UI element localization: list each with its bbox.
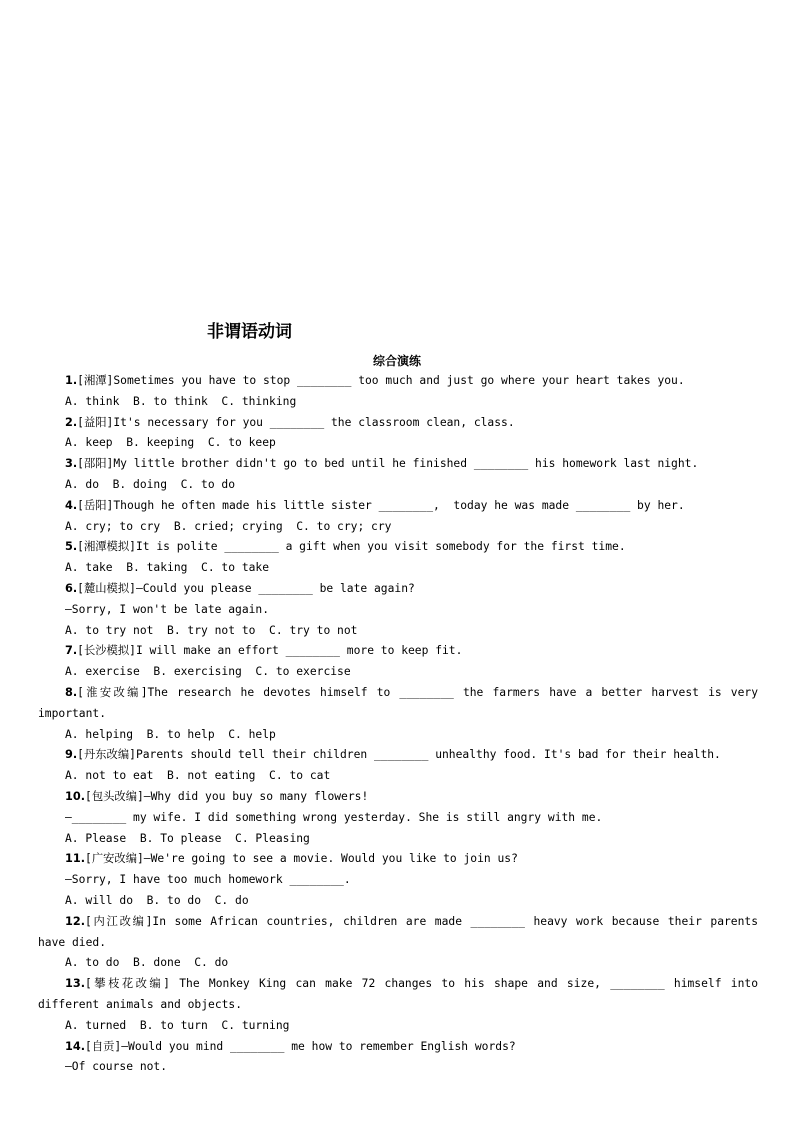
question-stem: [内江改编]In some African countries, children are made ________ heavy work because their parents have died. xyxy=(38,914,758,949)
question-number: 10. xyxy=(65,789,86,803)
question-9 xyxy=(38,745,758,766)
question-5 xyxy=(38,537,758,558)
question-12-options: A. to do B. done C. do xyxy=(65,956,229,970)
question-8-options: A. helping B. to help C. help xyxy=(65,727,276,741)
question-11-options: A. will do B. to do C. do xyxy=(65,893,249,907)
question-number: 9. xyxy=(65,748,78,762)
question-stem: [淮安改编]The research he devotes himself to ________ the farmers have a better harvest is very important. xyxy=(38,685,758,720)
question-4-options: A. cry; to cry B. cried; crying C. to cry; cry xyxy=(65,519,392,533)
question-number: 13. xyxy=(65,977,86,991)
question-10-reply: —________ my wife. I did something wrong yesterday. She is still angry with me. xyxy=(65,810,603,824)
question-14 xyxy=(38,1037,758,1058)
question-6 xyxy=(38,579,758,600)
question-10 xyxy=(38,787,758,808)
question-13-options: A. turned B. to turn C. turning xyxy=(65,1018,290,1032)
question-9-options: A. not to eat B. not eating C. to cat xyxy=(65,769,331,783)
question-number: 3. xyxy=(65,457,78,471)
question-11 xyxy=(38,849,758,870)
question-list xyxy=(38,371,758,1078)
question-7 xyxy=(38,641,758,662)
question-number: 4. xyxy=(65,498,78,512)
question-7-options: A. exercise B. exercising C. to exercise xyxy=(65,665,351,679)
question-stem: [丹东改编]Parents should tell their children ________ unhealthy food. It's bad for their health. xyxy=(77,748,721,762)
question-stem: [邵阳]My little brother didn't go to bed until he finished ________ his homework last night. xyxy=(77,457,699,471)
question-number: 6. xyxy=(65,581,78,595)
question-stem: [湘潭模拟]It is polite ________ a gift when you visit somebody for the first time. xyxy=(77,540,626,554)
question-12 xyxy=(38,912,758,954)
question-number: 5. xyxy=(65,540,78,554)
question-1 xyxy=(38,371,758,392)
question-number: 14. xyxy=(65,1039,86,1053)
page-title: 非谓语动词 xyxy=(207,322,292,342)
question-2-options: A. keep B. keeping C. to keep xyxy=(65,436,276,450)
question-11-reply: —Sorry, I have too much homework ________. xyxy=(65,873,351,887)
question-stem: [湘潭]Sometimes you have to stop ________ too much and just go where your heart takes you. xyxy=(77,374,685,387)
question-13 xyxy=(38,974,758,1016)
question-10-options: A. Please B. To please C. Pleasing xyxy=(65,831,310,845)
section-title: 综合演练 xyxy=(372,354,421,368)
question-number: 11. xyxy=(65,852,86,866)
question-number: 1. xyxy=(65,374,78,387)
question-number: 12. xyxy=(65,914,86,928)
question-2 xyxy=(38,413,758,434)
question-5-options: A. take B. taking C. to take xyxy=(65,561,270,575)
question-6-options: A. to try not B. try not to C. try to not xyxy=(65,623,358,637)
question-stem: [麓山模拟]—Could you please ________ be late again? xyxy=(77,581,415,595)
question-stem: [长沙模拟]I will make an effort ________ more to keep fit. xyxy=(77,644,463,658)
question-number: 2. xyxy=(65,415,78,429)
question-6-reply: —Sorry, I won't be late again. xyxy=(65,602,270,616)
question-4 xyxy=(38,496,758,517)
question-stem: [益阳]It's necessary for you ________ the classroom clean, class. xyxy=(77,415,515,429)
question-stem: [广安改编]—We're going to see a movie. Would you like to join us? xyxy=(85,852,518,866)
question-3 xyxy=(38,454,758,475)
question-stem: [攀枝花改编] The Monkey King can make 72 changes to his shape and size, ________ himself into different animals and objects. xyxy=(38,977,758,1011)
question-stem: [包头改编]—Why did you buy so many flowers! xyxy=(85,789,369,803)
question-number: 7. xyxy=(65,644,78,658)
question-1-options: A. think B. to think C. thinking xyxy=(65,394,297,408)
question-14-reply: —Of course not. xyxy=(65,1060,168,1074)
question-stem: [自贡]—Would you mind ________ me how to remember English words? xyxy=(85,1039,516,1053)
question-stem: [岳阳]Though he often made his little sister ________, today he was made ________ by her. xyxy=(77,498,685,512)
question-number: 8. xyxy=(65,685,78,699)
question-3-options: A. do B. doing C. to do xyxy=(65,477,236,491)
question-8 xyxy=(38,683,758,725)
